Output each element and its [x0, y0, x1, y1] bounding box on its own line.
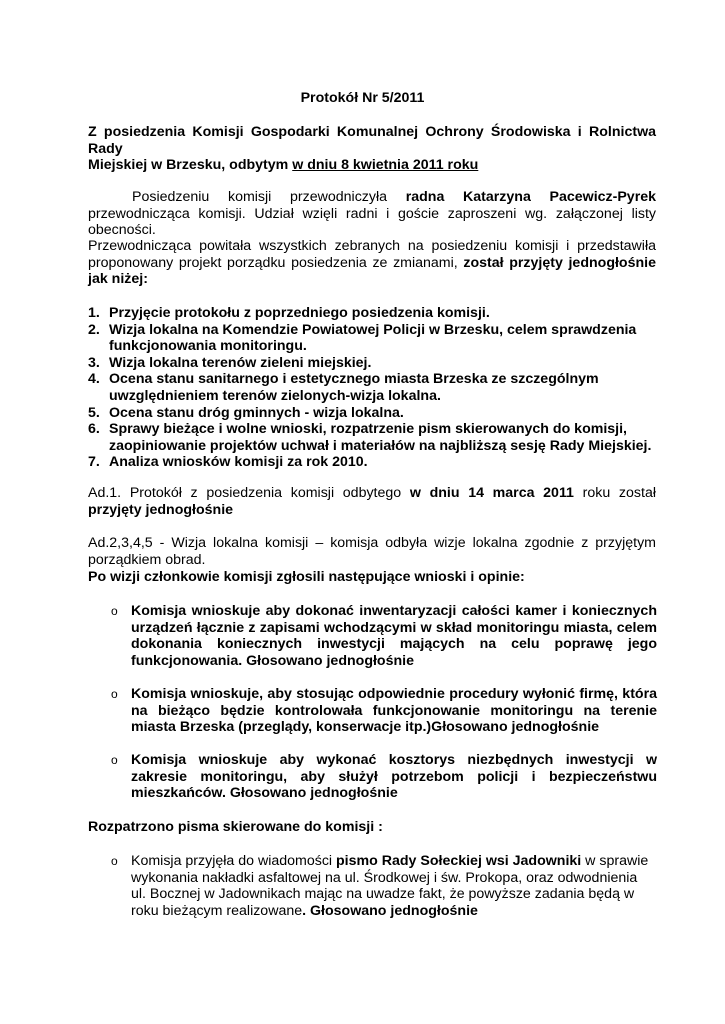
pisma-item-subject: pismo Rady Sołeckiej wsi Jadowniki — [336, 853, 582, 869]
agenda-item — [88, 454, 656, 471]
agenda-item — [88, 305, 656, 322]
bullet-3-icon: o — [111, 753, 118, 767]
agenda-item-number: 3. — [88, 354, 100, 371]
agenda-item — [88, 355, 656, 372]
wniosek-3-text: Komisja wnioskuje aby wykonać kosztorys niezbędnych inwestycji w zakresie monitoringu, aby służył potrzebom policji i bezpieczeństwu mieszkańców. — [131, 752, 657, 802]
agenda-item — [88, 371, 656, 404]
bullet-2-icon: o — [111, 687, 118, 701]
agenda-intro-paragraph — [88, 238, 656, 288]
agenda-item-text: Wizja lokalna terenów zieleni miejskiej. — [109, 354, 372, 371]
agenda — [88, 305, 656, 471]
bullet-1-icon: o — [111, 604, 118, 618]
pisma-heading: Rozpatrzono pisma skierowane do komisji : — [88, 819, 383, 835]
wniosek-2-text: Komisja wnioskuje, aby stosując odpowiednie procedury wyłonić firmę, która na bieżąco będzie kontrolowała funkcjonowanie monitoringu na terenie miasta Brzeska (przeglądy, konserwacje itp.) — [131, 686, 657, 736]
agenda-item-number: 7. — [88, 454, 100, 471]
wniosek-1-vote: Głosowano jednogłośnie — [246, 652, 414, 669]
subtitle-line-1: Z posiedzenia Komisji Gospodarki Komunalnej Ochrony Środowiska i Rolnictwa Rady — [88, 124, 656, 157]
chairperson-name: radna Katarzyna Pacewicz-Pyrek — [405, 189, 656, 205]
agenda-intro-text: Przewodnicząca powitała wszystkich zebranych na posiedzeniu komisji i przedstawiła proponowany projekt porządku posiedzenia ze zmianami, — [88, 238, 656, 271]
agenda-item-number: 2. — [88, 321, 100, 338]
pisma-item-details: w sprawie wykonania nakładki asfaltowej na ul. Środkowej i św. Prokopa, oraz odwodnienia ul. Bocznej w Jadownikach mając na uwadze fakt, że powyższe zadania będą w roku bieżącym realizowane — [131, 853, 649, 919]
document-subtitle — [88, 124, 656, 174]
subtitle-date: w dniu 8 kwietnia 2011 roku — [292, 157, 479, 174]
ad1-date: w dniu 14 marca 2011 — [409, 485, 574, 501]
agenda-item-number: 6. — [88, 421, 100, 438]
agenda-item-text: Ocena stanu dróg gminnych - wizja lokalna. — [109, 404, 404, 421]
wniosek-2-vote: Głosowano jednogłośnie — [431, 719, 600, 736]
agenda-item — [88, 421, 656, 454]
agenda-item — [88, 322, 656, 355]
wniosek-3-vote: Głosowano jednogłośnie — [229, 785, 398, 802]
agenda-item-text: Przyjęcie protokołu z poprzedniego posiedzenia komisji. — [109, 305, 490, 321]
ad2-followup: Po wizji członkowie komisji zgłosili następujące wnioski i opinie: — [88, 569, 525, 585]
document-title: Protokół Nr 5/2011 — [300, 90, 425, 106]
agenda-item-text: Analiza wniosków komisji za rok 2010. — [109, 454, 368, 471]
pisma-item-text: Komisja przyjęła do wiadomości — [131, 853, 337, 869]
ad1-text-2: roku został — [573, 485, 656, 501]
agenda-item-number: 4. — [88, 371, 100, 388]
agenda-accepted-note: został przyjęty jednogłośnie jak niżej: — [88, 254, 656, 288]
ad1-paragraph — [88, 485, 656, 518]
pisma-item-vote: . Głosowano jednogłośnie — [302, 902, 478, 919]
agenda-item — [88, 405, 656, 422]
agenda-item-text: Ocena stanu sanitarnego i estetycznego miasta Brzeska ze szczególnym uwzględnieniem terenów zielonych-wizja lokalna. — [109, 371, 599, 404]
wniosek-2 — [131, 686, 657, 736]
subtitle-text: Miejskiej w Brzesku, odbytym — [88, 157, 293, 174]
intro-paragraph — [88, 189, 656, 239]
ad1-label: Ad.1. — [88, 485, 122, 501]
agenda-list — [88, 305, 656, 471]
agenda-item-text: Wizja lokalna na Komendzie Powiatowej Policji w Brzesku, celem sprawdzenia funkcjonowania monitoringu. — [109, 321, 637, 355]
bullet-4-icon: o — [111, 854, 118, 868]
ad2-paragraph: Ad.2,3,4,5 - Wizja lokalna komisji – komisja odbyła wizje lokalna zgodnie z przyjętym porządkiem obrad. — [88, 535, 656, 568]
pisma-item — [131, 853, 651, 919]
agenda-item-text: Sprawy bieżące i wolne wnioski, rozpatrzenie pism skierowanych do komisji, zaopiniowanie projektów uchwał i materiałów na najbliższą sesję Rady Miejskiej. — [109, 421, 652, 454]
intro-text-2: przewodnicząca komisji. Udział wzięli radni i goście zaproszeni wg. załączonej listy obecności. — [88, 205, 656, 239]
subtitle-line-2 — [88, 157, 656, 174]
wniosek-3 — [131, 752, 657, 802]
ad1-vote: przyjęty jednogłośnie — [88, 501, 234, 518]
intro-text-1: Posiedzeniu komisji przewodniczyła — [132, 189, 406, 205]
agenda-item-number: 1. — [88, 305, 100, 321]
ad1-text: Protokół z posiedzenia komisji odbytego — [121, 485, 410, 501]
agenda-item-number: 5. — [88, 404, 100, 421]
wniosek-1 — [131, 603, 657, 669]
wniosek-1-text: Komisja wnioskuje aby dokonać inwentaryzacji całości kamer i koniecznych urządzeń łącznie z zapisami wchodzącymi w skład monitoringu miasta, celem dokonania koniecznych inwestycji mających na celu poprawę jego funkcjonowania. — [131, 603, 657, 669]
